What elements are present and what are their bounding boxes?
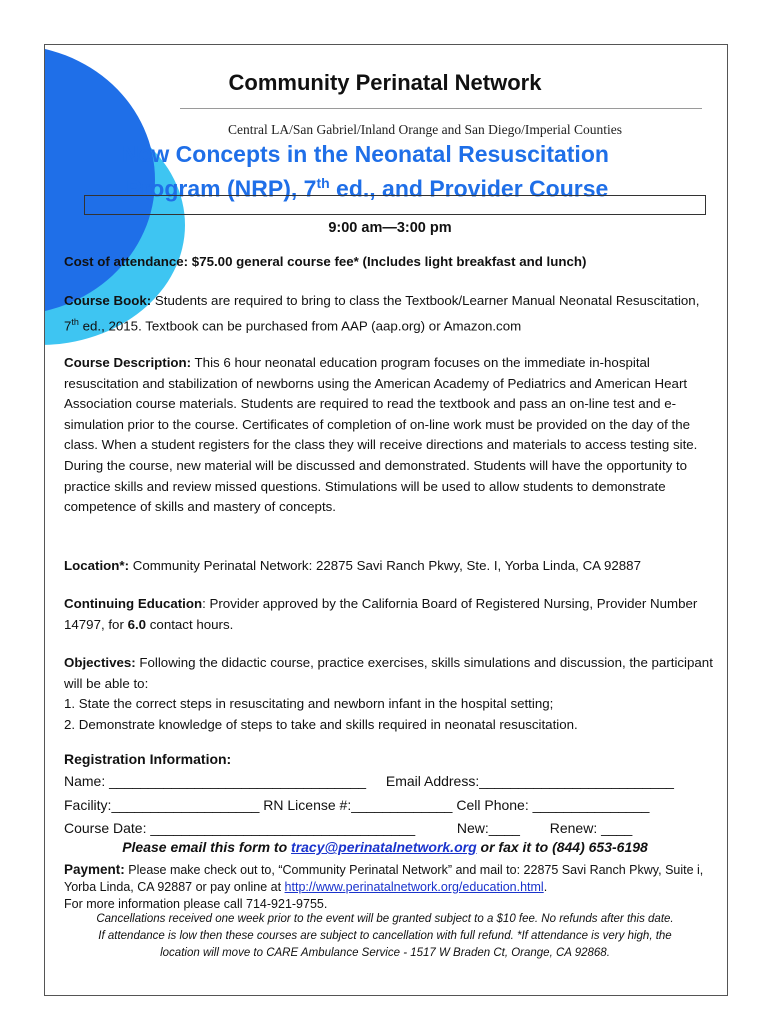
rn-license-field[interactable]: ____________ [351, 797, 445, 813]
cost-paragraph: Cost of attendance: $75.00 general course fee* (Includes light breakfast and lunch) [64, 254, 587, 269]
objective-item: 1. State the correct steps in resuscitating and newborn infant in the hospital setting; [64, 696, 554, 712]
email-field[interactable]: _________________________ [479, 773, 674, 789]
title-divider [180, 108, 702, 109]
page-title: Community Perinatal Network [228, 70, 542, 95]
objective-item: 2. Demonstrate knowledge of steps to take and skills required in neonatal resuscitation. [64, 716, 578, 732]
name-email-row: Name: _________________________________ Email Address:_________________________ [64, 773, 674, 789]
contact-info: For more information please call 714-921-9755. [64, 897, 328, 911]
cancellation-policy: Cancellations received one week prior to the event will be granted subject to a $10 fee. No refunds after this date. If attendance is low then these courses are subject to cancellation with full refund. *If attendance is very high, the location will move to CARE Ambulance Service - 1517 W Braden Ct, Orange, CA 92868. [96, 913, 674, 959]
facility-row: Facility:___________________ RN License #:_____________ Cell Phone: _______________ [64, 797, 650, 813]
email-label: Email Address: [385, 773, 480, 789]
course-date-field[interactable]: __________________________________ [150, 820, 416, 836]
payment-link[interactable]: http://www.perinatalnetwork.org/education.html [284, 880, 544, 894]
location-paragraph: Location*: Community Perinatal Network: 22875 Savi Ranch Pkwy, Ste. I, Yorba Linda, CA 92887 [64, 558, 641, 573]
course-time: 9:00 am—3:00 pm [328, 220, 452, 236]
course-date-label: Course Date: [64, 820, 151, 836]
cell-phone-label: Cell Phone: [452, 797, 533, 813]
headline-box [84, 195, 706, 215]
course-date-row [64, 820, 632, 836]
continuing-education-paragraph: Continuing Education: Provider approved by the California Board of Registered Nursing, Provider Number 14797, for 6.0 contact hours. [64, 596, 698, 632]
new-label: New: [456, 820, 489, 836]
name-label: Name: [64, 773, 110, 789]
new-field[interactable]: ____ [488, 820, 520, 836]
payment-paragraph: Payment: Please make check out to, “Community Perinatal Network” and mail to: 22875 Savi Ranch Pkwy, Suite i, Yorba Linda, CA 92887 or pay online at http://www.perinatalnetwork.org/education.html. For more information please call 714-921-9755. [64, 861, 714, 913]
renew-label: Renew: [549, 820, 602, 836]
facility-label: Facility: [64, 797, 112, 813]
email-instructions: Please email this form to tracy@perinatalnetwork.org or fax it to (844) 653-6198 [122, 839, 648, 855]
email-link[interactable]: tracy@perinatalnetwork.org [291, 839, 477, 855]
facility-field[interactable]: ___________________ [111, 797, 260, 813]
registration-title: Registration Information: [64, 751, 232, 767]
course-book-paragraph: Course Book: Students are required to bring to class the Textbook/Learner Manual Neonatal Resuscitation, 7th ed., 2015. Textbook can be purchased from AAP (aap.org) or Amazon.com [64, 293, 700, 334]
name-field[interactable]: ________________________ [109, 773, 296, 789]
course-description-paragraph: Course Description: This 6 hour neonatal education program focuses on the immediate in-hospital resuscitation and stabilization of newborns using the American Academy of Pediatrics and American Heart Association course materials. Students are required to read the textbook and pass an on-line test and e-simulation prior to the course. Certificates of completion of on-line work must be provided on the day of the class. When a student registers for the class they will receive directions and materials to access testing site. During the course, new material will be discussed and demonstrated. Students will have the opportunity to practice skills and review missed questions. Stimulations will be used to allow students to demonstrate competence of skills and mastery of concepts. [64, 355, 698, 515]
renew-field[interactable]: ____ [601, 820, 633, 836]
headline-line-2: Program (NRP), 7th ed., and Provider Course [126, 175, 609, 202]
cell-phone-field[interactable]: _______________ [532, 797, 650, 813]
headline-line-1: New Concepts in the Neonatal Resuscitation [122, 141, 609, 167]
region-subtitle: Central LA/San Gabriel/Inland Orange and San Diego/Imperial Counties [227, 122, 623, 137]
rn-license-label: RN License #: [259, 797, 352, 813]
objectives-paragraph: Objectives: Following the didactic course, practice exercises, skills simulations and discussion, the participant will be able to: 1. State the correct steps in resuscitating and newborn infant in the hospital setting; 2. Demonstrate knowledge of steps to take and skills required in neonatal resuscitation. [64, 653, 714, 735]
